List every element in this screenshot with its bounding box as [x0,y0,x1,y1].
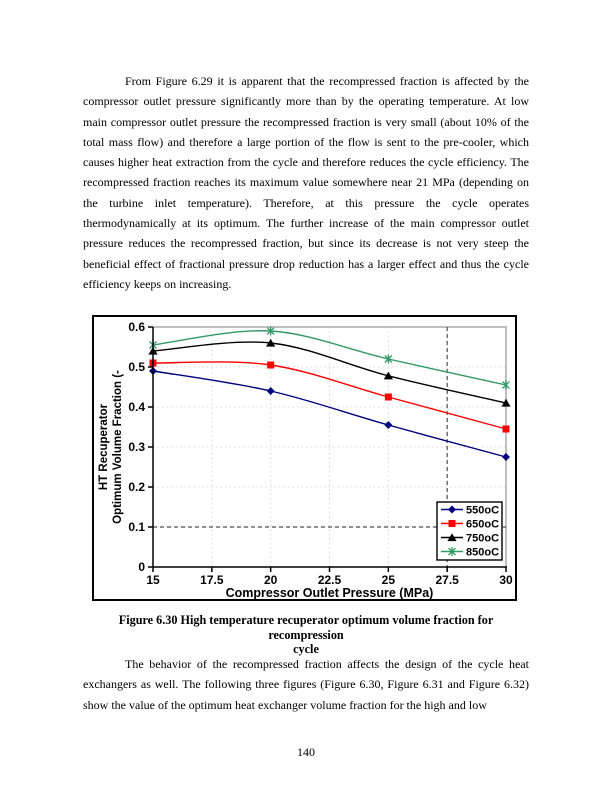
figure-caption-line1: Figure 6.30 High temperature recuperator optimum volume fraction for recompression [118,613,494,642]
square-marker-icon [503,426,510,433]
y-tick-label: 0.6 [128,320,145,334]
x-tick-label: 27.5 [435,573,459,587]
chart-legend [437,502,502,560]
y-tick-label: 0.2 [128,480,145,494]
figure-caption-line2: cycle [293,642,319,656]
square-marker-icon [385,394,392,401]
square-marker-icon [267,362,274,369]
paragraph-2: The behavior of the recompressed fraction affects the design of the cycle heat exchangers as well. The following three figures (Figure 6.30, Figure 6.31 and Figure 6.32) show the value of the optimum heat exchanger volume fraction for the high and low [83,657,529,712]
chart-series-850oC [150,327,510,390]
x-tick-label: 30 [499,573,513,587]
diamond-marker-icon [502,453,510,461]
y-tick-label: 0.4 [128,400,145,414]
page-number: 140 [297,745,315,759]
diamond-marker-icon [384,421,392,429]
y-tick-label: 0.3 [128,440,145,454]
x-axis-title: Compressor Outlet Pressure (MPa) [225,586,434,599]
y-axis-title-line1: HT Recuperator [98,403,110,491]
paragraph-1: From Figure 6.29 it is apparent that the recompressed fraction is affected by the compressor outlet pressure significantly more than by the operating temperature. At low main compressor outlet pressure the recompressed fraction is very small (about 10% of the total mass flow) and therefore a large portion of the flow is sent to the pre-cooler, which causes higher heat extraction from the cycle and therefore reduces the cycle efficiency. The recompressed fraction reaches its maximum value somewhere near 21 MPa (depending on the turbine inlet temperature). Therefore, at this pressure the cycle operates thermodynamically at its optimum. The further increase of the main compressor outlet pressure reduces the recompressed fraction, but since its decrease is not very steep the beneficial effect of fractional pressure drop reduction has a larger effect and thus the cycle efficiency keeps on increasing. [83,74,529,291]
y-tick-label: 0.1 [128,520,145,534]
x-tick-label: 15 [146,573,160,587]
legend-label: 750oC [466,532,500,545]
x-tick-label: 20 [263,573,278,587]
x-tick-label: 22.5 [317,573,342,587]
square-marker-icon [449,520,456,527]
y-tick-label: 0 [138,560,145,574]
y-tick-label: 0.5 [128,360,145,374]
x-tick-label: 17.5 [200,573,224,587]
y-axis-title-line2: Optimum Volume Fraction (- [112,370,124,524]
chart-svg [94,317,515,599]
legend-label: 850oC [466,546,500,559]
legend-label: 650oC [466,518,500,531]
diamond-marker-icon [267,387,275,395]
figure-caption [83,613,529,657]
x-tick-label: 25 [381,573,396,587]
figure-6-30-chart [92,315,517,601]
legend-label: 550oC [466,504,500,517]
